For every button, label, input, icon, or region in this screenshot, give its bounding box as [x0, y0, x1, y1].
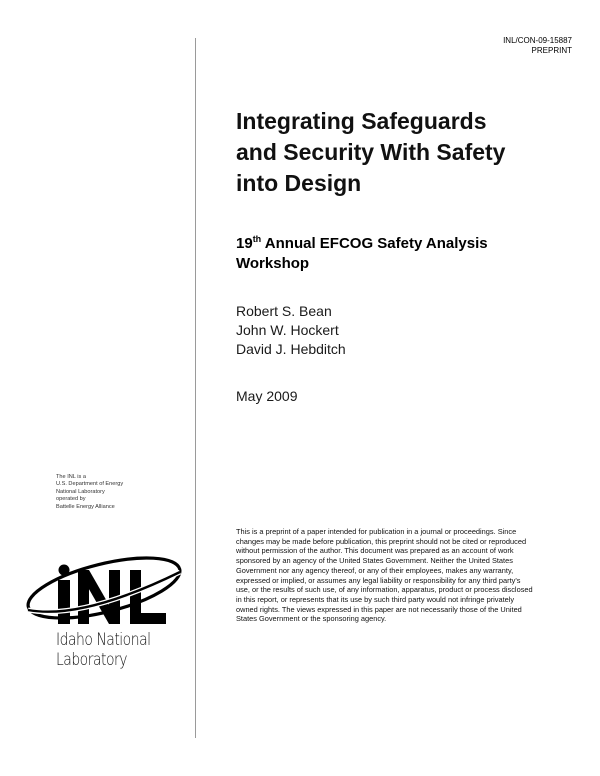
- publication-date: May 2009: [236, 388, 298, 404]
- author-1: Robert S. Bean: [236, 303, 332, 319]
- event-line-2: Workshop: [236, 255, 310, 272]
- event-line-1-text: Annual EFCOG Safety Analysis: [261, 235, 488, 252]
- report-type: PREPRINT: [531, 46, 572, 55]
- disclaimer-text: This is a preprint of a paper intended for publication in a journal or proceedings. Since changes may be made before publication, this preprint should not be cited or reproduced without permission of the author. This document was prepared as an account of work sponsored by an agency of the United States Government. Neither the United States Government nor any agency thereof, or any of their employees, makes any warranty, expressed or implied, or assumes any legal liability or responsibility for any third party's use, or the results of such use, of any information, apparatus, product or process disclosed in this report, or represents that its use by such third party would not infringe privately owned rights. The views expressed in this paper are not necessarily those of the United States Government or the sponsoring agency.: [236, 527, 533, 624]
- event-ordinal-number: 19: [236, 235, 253, 252]
- lab-info: [56, 474, 123, 511]
- lab-info-line-5: Battelle Energy Alliance: [56, 503, 115, 510]
- lab-info-line-1: The INL is a: [56, 474, 86, 480]
- lab-info-line-2: U.S. Department of Energy: [56, 481, 124, 488]
- event-name: [236, 234, 576, 274]
- event-ordinal-suffix: th: [252, 234, 262, 244]
- author-2: John W. Hockert: [236, 322, 339, 338]
- lab-info-line-4: operated by: [56, 496, 86, 503]
- report-number: INL/CON-09-15887: [503, 36, 572, 45]
- title-line-1: Integrating Safeguards: [236, 108, 487, 134]
- author-list: [236, 302, 346, 359]
- document-title: [236, 106, 576, 199]
- lab-info-line-3: National Laboratory: [56, 488, 105, 495]
- title-line-3: into Design: [236, 170, 362, 196]
- vertical-divider: [195, 38, 196, 738]
- event-line-1: [236, 234, 576, 254]
- logo-line-1: Idaho National: [56, 630, 151, 650]
- report-identifier: [503, 36, 572, 56]
- logo-line-2: Laboratory: [56, 650, 128, 670]
- author-3: David J. Hebditch: [236, 341, 346, 357]
- logo-wordmark: [56, 630, 151, 670]
- title-line-2: and Security With Safety: [236, 139, 506, 165]
